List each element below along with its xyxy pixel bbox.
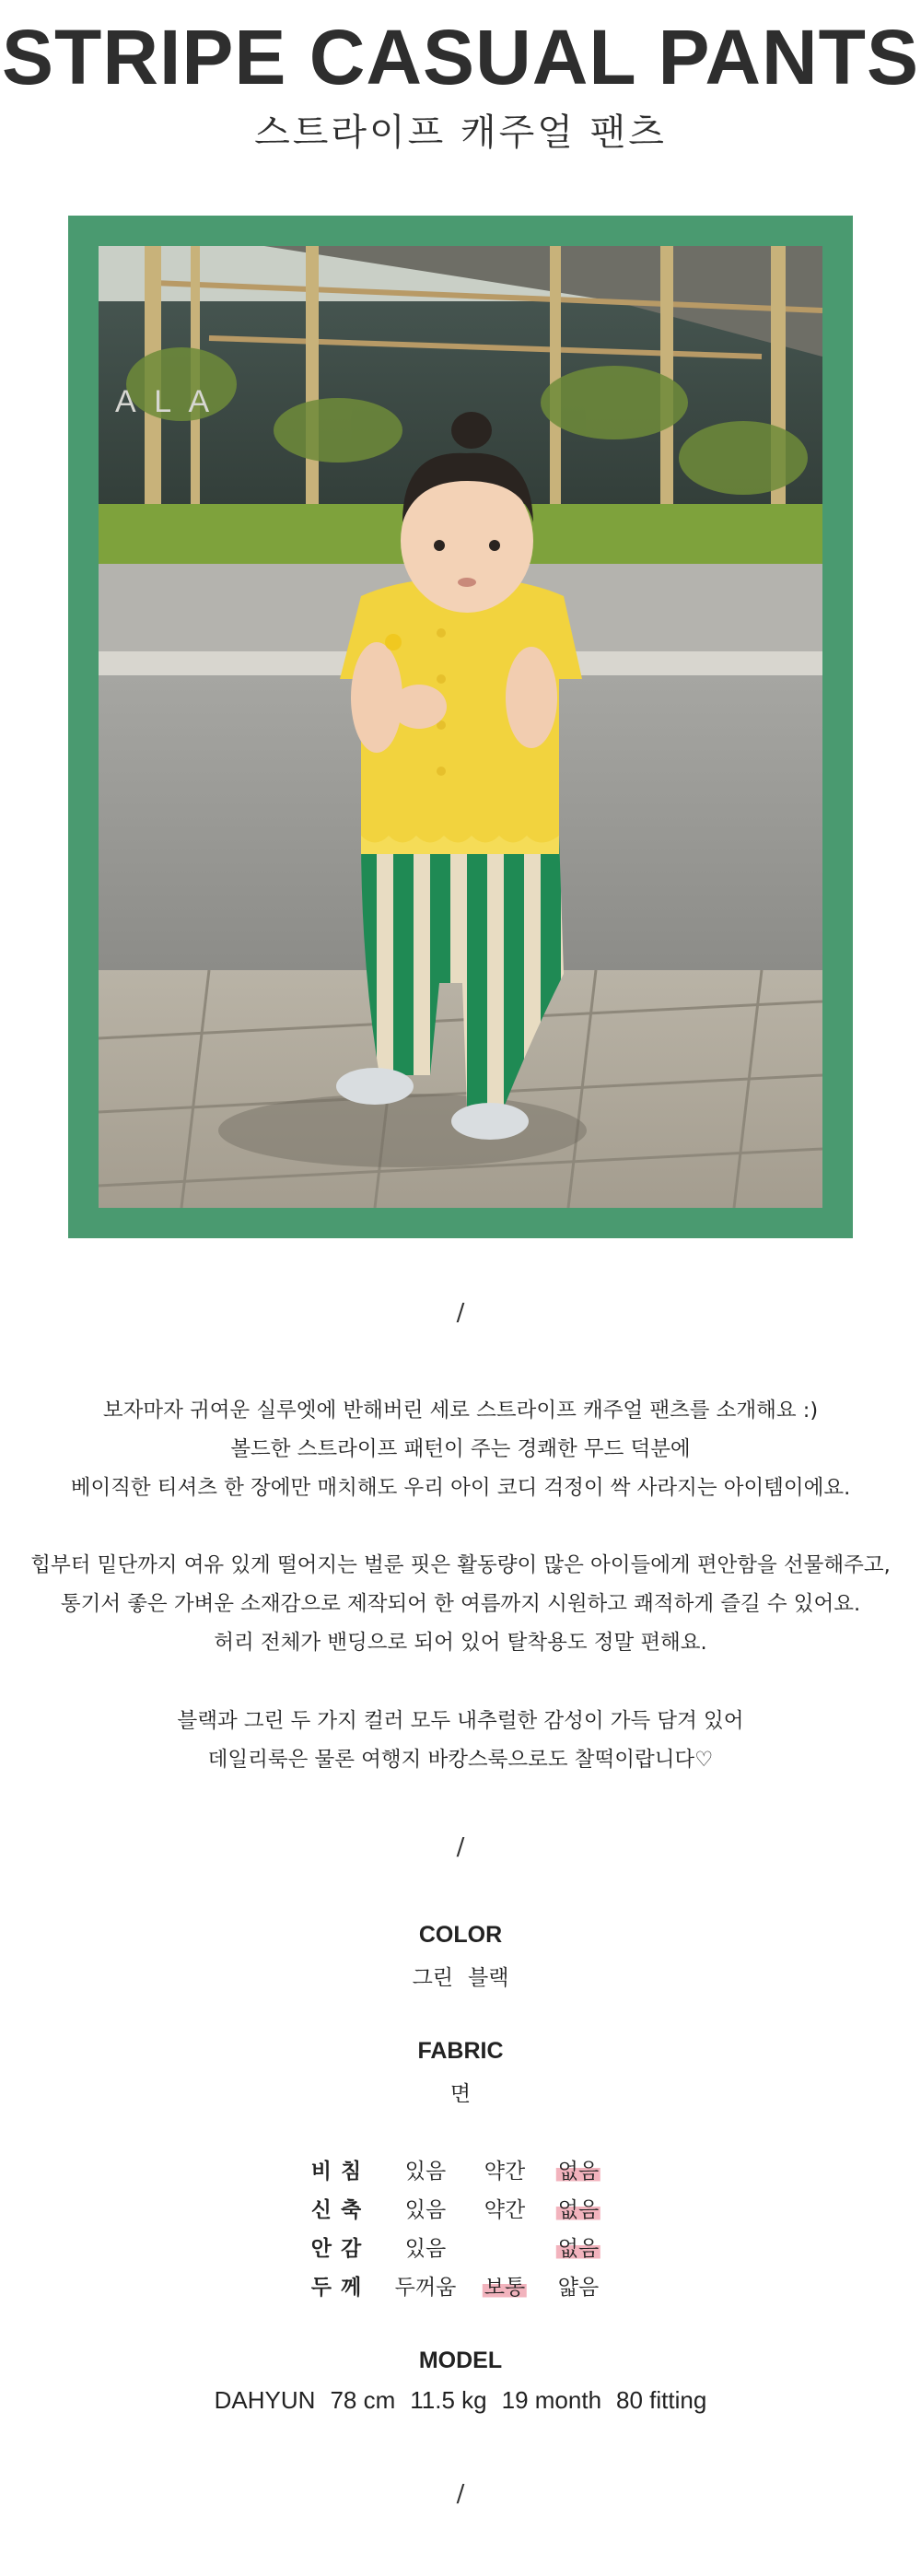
color-value: 그린 bbox=[412, 1966, 453, 1990]
product-photo bbox=[99, 246, 822, 1208]
photo-illustration bbox=[99, 246, 822, 1208]
spec-option: 약간 bbox=[484, 2160, 526, 2184]
model-weight: 11.5 kg bbox=[410, 2386, 487, 2414]
description-line: 데일리룩은 물론 여행지 바캉스룩으로도 찰떡이랍니다♡ bbox=[207, 1748, 714, 1772]
fabric-value: 면 bbox=[449, 2082, 472, 2106]
color-value: 블랙 bbox=[468, 1966, 509, 1990]
divider-3: / bbox=[456, 2480, 465, 2508]
spec-label: 안감 bbox=[310, 2237, 371, 2261]
divider-2: / bbox=[456, 1833, 465, 1861]
model-age: 19 month bbox=[501, 2386, 602, 2414]
model-height: 78 cm bbox=[330, 2386, 396, 2414]
model-info bbox=[0, 2386, 921, 2415]
spec-option: 있음 bbox=[404, 2160, 447, 2184]
description-paragraph-3 bbox=[0, 1702, 921, 1779]
product-photo-frame bbox=[68, 216, 853, 1238]
description-line: 통기서 좋은 가벼운 소재감으로 제작되어 한 여름까지 시원하고 쾌적하게 즐길 수 있어요. bbox=[60, 1592, 861, 1616]
model-fitting: 80 fitting bbox=[616, 2386, 707, 2414]
description-paragraph-1 bbox=[0, 1391, 921, 1507]
spec-option-selected: 없음 bbox=[556, 2193, 600, 2223]
spec-label: 두께 bbox=[310, 2276, 371, 2300]
spec-option-selected: 없음 bbox=[556, 2154, 600, 2184]
color-values bbox=[0, 1961, 921, 1991]
color-heading: COLOR bbox=[418, 1922, 503, 1948]
spec-option: 있음 bbox=[404, 2198, 447, 2222]
spec-label: 비침 bbox=[310, 2160, 371, 2184]
spec-option: 두꺼움 bbox=[394, 2276, 457, 2300]
description-line: 보자마자 귀여운 실루엣에 반해버린 세로 스트라이프 캐주얼 팬츠를 소개해요 :) bbox=[102, 1399, 819, 1423]
product-subtitle: 스트라이프 캐주얼 팬츠 bbox=[254, 111, 667, 154]
fabric-heading: FABRIC bbox=[417, 2038, 504, 2064]
divider-1: / bbox=[456, 1299, 465, 1327]
spec-label: 신축 bbox=[310, 2198, 371, 2222]
description-line: 허리 전체가 밴딩으로 되어 있어 탈착용도 정말 편해요. bbox=[214, 1631, 707, 1655]
product-title: STRIPE CASUAL PANTS bbox=[2, 14, 919, 100]
spec-option-selected: 없음 bbox=[556, 2231, 600, 2262]
spec-option: 약간 bbox=[484, 2198, 526, 2222]
spec-row-lining bbox=[0, 2231, 921, 2268]
spec-row-sheerness bbox=[0, 2154, 921, 2191]
model-heading: MODEL bbox=[418, 2348, 503, 2373]
spec-option: 있음 bbox=[404, 2237, 447, 2261]
description-line: 블랙과 그린 두 가지 컬러 모두 내추럴한 감성이 가득 담겨 있어 bbox=[177, 1709, 744, 1733]
description-line: 힙부터 밑단까지 여유 있게 떨어지는 벌룬 핏은 활동량이 많은 아이들에게 편안함을 선물해주고, bbox=[30, 1553, 891, 1577]
description-paragraph-2 bbox=[0, 1546, 921, 1662]
spec-option-selected: 보통 bbox=[483, 2270, 527, 2301]
spec-option: 얇음 bbox=[557, 2276, 600, 2300]
description-line: 볼드한 스트라이프 패턴이 주는 경쾌한 무드 덕분에 bbox=[230, 1437, 691, 1461]
spec-row-stretch bbox=[0, 2193, 921, 2230]
model-name: DAHYUN bbox=[214, 2386, 316, 2414]
sign-text: A L A bbox=[115, 384, 216, 419]
spec-row-thickness bbox=[0, 2270, 921, 2307]
description-line: 베이직한 티셔츠 한 장에만 매치해도 우리 아이 코디 걱정이 싹 사라지는 아이템이에요. bbox=[70, 1476, 851, 1500]
